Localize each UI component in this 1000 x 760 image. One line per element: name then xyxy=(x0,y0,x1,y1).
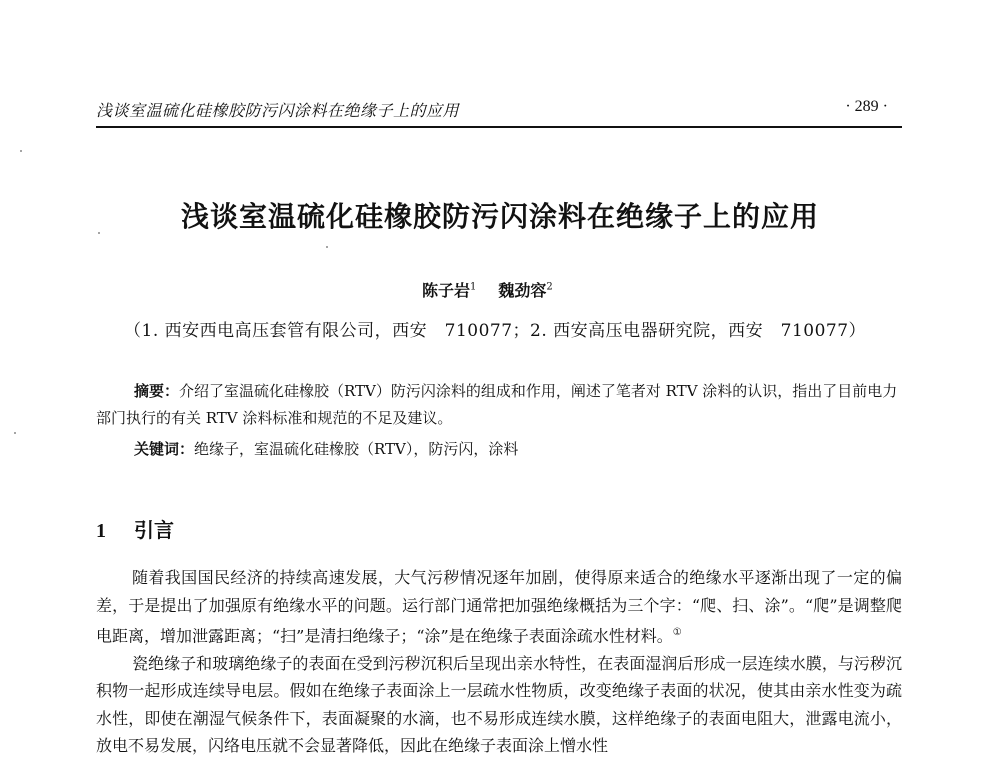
running-header xyxy=(96,96,902,128)
author-line xyxy=(422,278,553,301)
affiliation-mark: 1 xyxy=(470,281,477,293)
author-name: 魏劲容 xyxy=(498,281,547,300)
paragraph-text: 随着我国国民经济的持续高速发展，大气污秽情况逐年加剧，使得原来适合的绝缘水平逐渐出现了一定的偏差，于是提出了加强原有绝缘水平的问题。运行部门通常把加强绝缘概括为三个字：“爬、扫、涂”。“爬”是调整爬电距离，增加泄露距离；“扫”是清扫绝缘子；“涂”是在绝缘子表面涂疏水性材料。 xyxy=(96,568,902,646)
abstract xyxy=(96,378,902,432)
scan-speck xyxy=(14,432,16,434)
section-heading xyxy=(96,514,174,543)
scan-speck xyxy=(326,246,328,248)
affiliation: （1. 西安西电高压套管有限公司，西安 710077；2. 西安高压电器研究院，西安 710077） xyxy=(124,321,867,341)
section-title: 引言 xyxy=(134,518,174,542)
keywords xyxy=(134,438,518,459)
body-text xyxy=(96,564,902,760)
abstract-label: 摘要： xyxy=(134,382,180,400)
page-number: · 289 · xyxy=(845,98,888,115)
article-title: 浅谈室温硫化硅橡胶防污闪涂料在绝缘子上的应用 xyxy=(180,200,819,233)
section-number: 1 xyxy=(96,520,106,542)
scan-speck xyxy=(20,150,22,152)
footnote-mark: ① xyxy=(672,627,682,638)
paragraph xyxy=(96,564,902,650)
keywords-text: 绝缘子，室温硫化硅橡胶（RTV），防污闪，涂料 xyxy=(194,440,519,458)
abstract-text: 介绍了室温硫化硅橡胶（RTV）防污闪涂料的组成和作用，阐述了笔者对 RTV 涂料的认识，指出了目前电力部门执行的有关 RTV 涂料标准和规范的不足及建议。 xyxy=(96,382,898,427)
paragraph xyxy=(96,650,902,760)
affiliation-mark: 2 xyxy=(546,281,553,293)
scan-speck xyxy=(98,232,100,234)
keywords-label: 关键词： xyxy=(134,440,195,458)
author-name: 陈子岩 xyxy=(422,281,471,300)
running-title: 浅谈室温硫化硅橡胶防污闪涂料在绝缘子上的应用 xyxy=(96,101,460,120)
paragraph-text: 瓷绝缘子和玻璃绝缘子的表面在受到污秽沉积后呈现出亲水特性，在表面湿润后形成一层连续水膜，与污秽沉积物一起形成连续导电层。假如在绝缘子表面涂上一层疏水性物质，改变绝缘子表面的状况，使其由亲水性变为疏水性，即使在潮湿气候条件下，表面凝聚的水滴，也不易形成连续水膜，这样绝缘子的表面电阻大，泄露电流小，放电不易发展，闪络电压就不会显著降低，因此在绝缘子表面涂上憎水性 xyxy=(96,653,902,756)
